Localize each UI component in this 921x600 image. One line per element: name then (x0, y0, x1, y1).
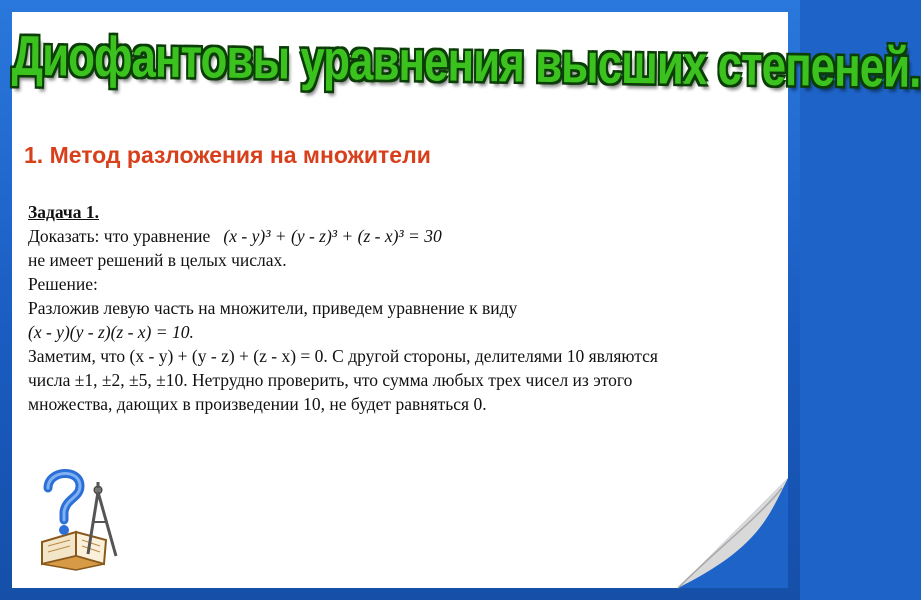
equation-cubes: (x - y)³ + (y - z)³ + (z - x)³ = 30 (223, 226, 442, 246)
method-heading: 1. Метод разложения на множители (24, 142, 431, 168)
slide-body (28, 200, 776, 416)
set-line: множества, дающих в произведении 10, не будет равняться 0. (28, 394, 487, 414)
task-label: Задача 1. (28, 202, 100, 222)
question-mark-book-compass-icon (36, 464, 136, 574)
factor-line: Разложив левую часть на множители, приведем уравнение к виду (28, 298, 518, 318)
page-curl (678, 478, 788, 588)
numbers-line: числа ±1, ±2, ±5, ±10. Нетрудно проверить, что сумма любых трех чисел из этого (28, 370, 633, 390)
task-line (28, 200, 776, 224)
prove-prefix: Доказать: что уравнение (28, 226, 211, 246)
equation-product: (x - y)(y - z)(z - x) = 10. (28, 322, 194, 342)
prove-line (28, 224, 776, 248)
slide-page (11, 12, 921, 588)
solution-label: Решение: (28, 274, 98, 294)
slide-title: Диофантовы уравнения высших степеней. (11, 24, 921, 100)
no-solutions-line: не имеет решений в целых числах. (28, 250, 287, 270)
notice-line: Заметим, что (x - y) + (y - z) + (z - x) = 0. С другой стороны, делителями 10 являются (28, 346, 658, 366)
